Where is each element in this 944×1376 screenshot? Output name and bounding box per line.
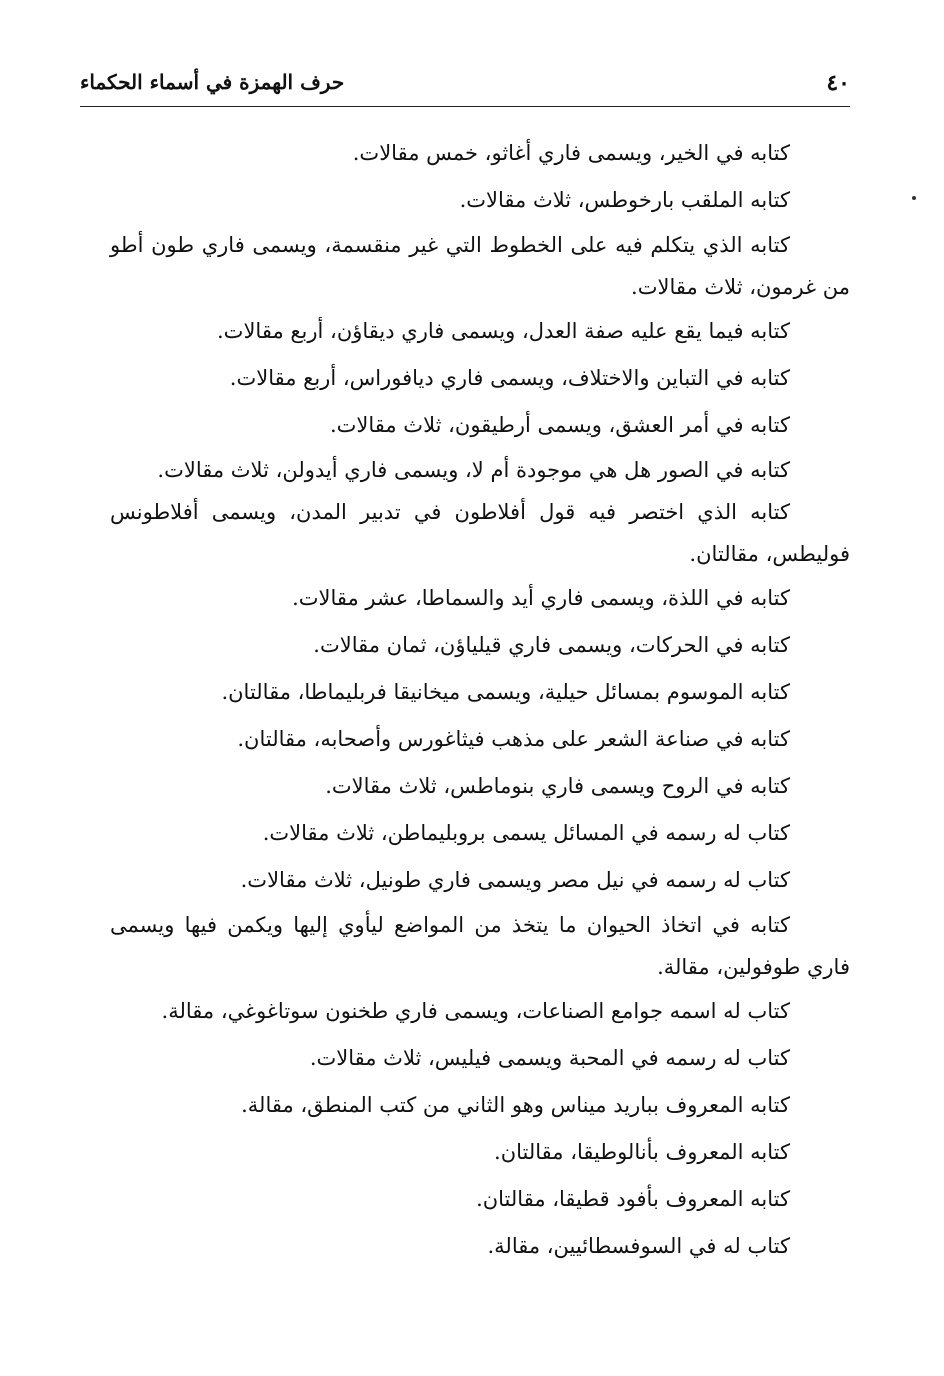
entry-14: كتاب له رسمه في المسائل يسمى بروبليماطن، ثلاث مقالات.: [262, 821, 790, 845]
entry-20: كتابه المعروف بأنالوطيقا، مقالتان.: [494, 1140, 790, 1164]
entry-10: كتابه في الحركات، ويسمى فاري قيلياؤن، ثمان مقالات.: [313, 633, 790, 657]
entry-7: كتابه في الصور هل هي موجودة أم لا، ويسمى فاري أيدولن، ثلاث مقالات.: [157, 458, 790, 482]
entry-2: كتابه الملقب بارخوطس، ثلاث مقالات.: [459, 188, 790, 212]
entry-4: كتابه فيما يقع عليه صفة العدل، ويسمى فاري ديقاؤن، أربع مقالات.: [217, 319, 790, 343]
entry-6: كتابه في أمر العشق، ويسمى أرطيقون، ثلاث مقالات.: [329, 413, 790, 437]
entry-8: كتابه الذي اختصر فيه قول أفلاطون في تدبير المدن، ويسمى أفلاطونس فوليطس، مقالتان.: [110, 500, 850, 566]
header-rule: [80, 106, 850, 107]
entry-9: كتابه في اللذة، ويسمى فاري أيد والسماطا، عشر مقالات.: [292, 586, 790, 610]
entry-5: كتابه في التباين والاختلاف، ويسمى فاري ديافوراس، أربع مقالات.: [229, 366, 790, 390]
body-text: [110, 130, 850, 1270]
entry-17: كتاب له اسمه جوامع الصناعات، ويسمى فاري طخنون سوتاغوغي، مقالة.: [161, 999, 790, 1023]
entry-13: كتابه في الروح ويسمى فاري بنوماطس، ثلاث مقالات.: [325, 774, 790, 798]
entry-3: كتابه الذي يتكلم فيه على الخطوط التي غير منقسمة، ويسمى فاري طون أطو من غرمون، ثلاث مقالات.: [110, 233, 850, 299]
entry-19: كتابه المعروف بباريد ميناس وهو الثاني من كتب المنطق، مقالة.: [241, 1093, 790, 1117]
entry-22: كتاب له في السوفسطائيين، مقالة.: [487, 1234, 790, 1258]
entry-16: كتابه في اتخاذ الحيوان ما يتخذ من المواضع ليأوي إليها ويكمن فيها ويسمى فاري طوفولين، مقالة.: [110, 913, 850, 979]
entry-12: كتابه في صناعة الشعر على مذهب فيثاغورس وأصحابه، مقالتان.: [237, 727, 790, 751]
running-head: [80, 68, 850, 102]
entry-15: كتاب له رسمه في نيل مصر ويسمى فاري طونيل، ثلاث مقالات.: [240, 868, 790, 892]
entry-1: كتابه في الخير، ويسمى فاري أغاثو، خمس مقالات.: [352, 141, 790, 165]
entry-21: كتابه المعروف بأفود قطيقا، مقالتان.: [476, 1187, 790, 1211]
page-number: ٤٠: [826, 70, 850, 96]
margin-mark: [912, 196, 916, 200]
entry-18: كتاب له رسمه في المحبة ويسمى فيليس، ثلاث مقالات.: [309, 1046, 790, 1070]
running-head-title: حرف الهمزة في أسماء الحكماء: [80, 70, 345, 94]
entry-11: كتابه الموسوم بمسائل حيلية، ويسمى ميخانيقا فربليماطا، مقالتان.: [221, 680, 790, 704]
